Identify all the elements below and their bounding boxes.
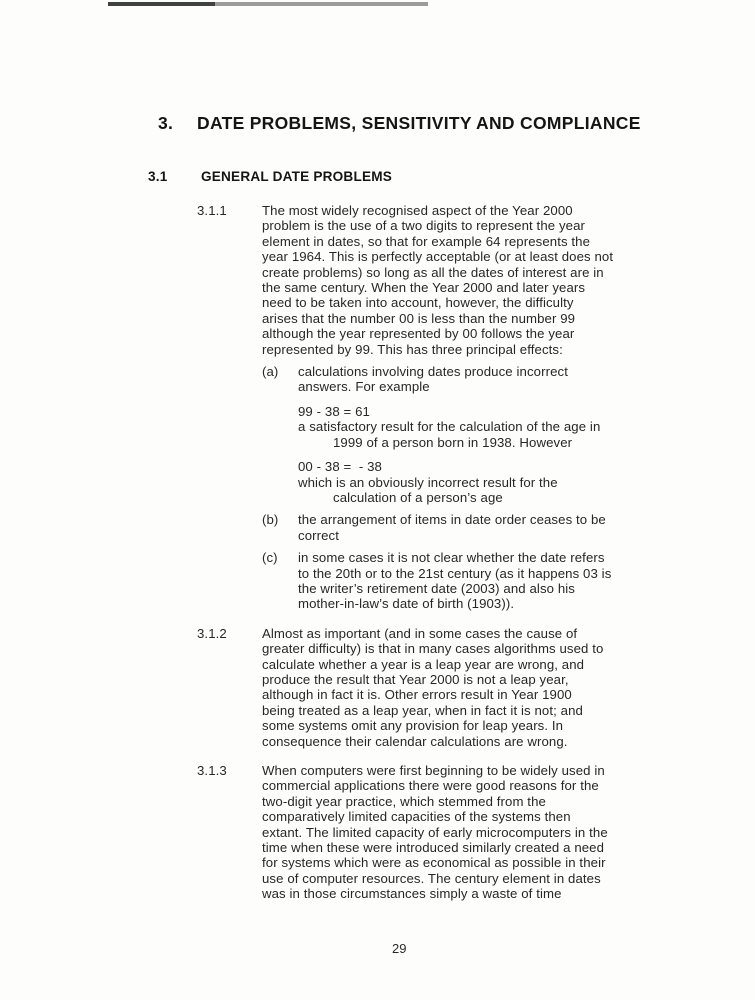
paragraph-3-1-2 bbox=[197, 626, 667, 749]
example-explanation-continuation: 1999 of a person born in 1938. However bbox=[333, 434, 573, 450]
list-marker-b: (b) bbox=[262, 512, 279, 528]
paragraph-3-1-3 bbox=[197, 763, 667, 902]
title-number: 3. bbox=[158, 113, 174, 133]
formula-line: 00 - 38 = - 38 bbox=[298, 459, 382, 475]
section-heading bbox=[148, 169, 392, 184]
paragraph-text: The most widely recognised aspect of the Year 2000 problem is the use of a two digits to represent the year element in dates, so that for example 64 represents the year 1964. This is perfectly acceptable (or at least does not create problems) so long as all the dates of interest are in the same century. When the Year 2000 and later years need to be taken into account, however, the difficulty arises that the number 00 is less than the number 99 although the year represented by 00 follows the year represented by 99. This has three principal effects: bbox=[262, 203, 614, 357]
example-calculation-1 bbox=[298, 404, 654, 450]
top-scan-bar-light-segment bbox=[215, 2, 428, 6]
title-text: DATE PROBLEMS, SENSITIVITY AND COMPLIANCE bbox=[197, 113, 641, 133]
paragraph-text: When computers were first beginning to be widely used in commercial applications there were good reasons for the two-digit year practice, which stemmed from the comparatively limited capacities of the systems then extant. The limited capacity of early microcomputers in the time when these were introduced similarly created a need for systems which were as economical as possible in their use of computer resources. The century element in dates was in those circumstances simply a waste of time bbox=[262, 763, 608, 902]
top-scan-bar bbox=[108, 2, 428, 6]
list-marker-a: (a) bbox=[262, 364, 279, 380]
paragraph-3-1-1 bbox=[197, 203, 667, 612]
document-body bbox=[197, 203, 667, 902]
top-scan-bar-dark-segment bbox=[108, 2, 215, 6]
example-explanation-line: a satisfactory result for the calculation of the age in bbox=[298, 419, 601, 435]
example-explanation-continuation: calculation of a person’s age bbox=[333, 489, 503, 505]
list-item-c bbox=[262, 550, 654, 612]
example-explanation-line: which is an obviously incorrect result for the bbox=[298, 474, 558, 490]
list-item-c-text: in some cases it is not clear whether the date refers to the 20th or to the 21st century (as it happens 03 is the writer’s retirement date (2003) and also his mother-in-law’s date of birth (1903)). bbox=[298, 550, 612, 612]
example-calculation-2 bbox=[298, 459, 654, 505]
paragraph-number: 3.1.3 bbox=[197, 763, 227, 778]
section-title: GENERAL DATE PROBLEMS bbox=[201, 169, 393, 184]
paragraph-number: 3.1.1 bbox=[197, 203, 227, 218]
document-title bbox=[158, 113, 641, 134]
list-marker-c: (c) bbox=[262, 550, 278, 566]
list-item-b bbox=[262, 512, 654, 543]
paragraph-body bbox=[262, 203, 654, 612]
paragraph-number: 3.1.2 bbox=[197, 625, 227, 641]
paragraph-text: Almost as important (and in some cases the cause of greater difficulty) is that in many cases algorithms used to calculate whether a year is a leap year are wrong, and produce the result that Year 2000 is not a leap year, although in fact it is. Other errors result in Year 1900 being treated as a leap year, when in fact it is not; and some systems omit any provision for leap years. In consequence their calendar calculations are wrong. bbox=[262, 625, 604, 749]
formula-line: 99 - 38 = 61 bbox=[298, 403, 370, 419]
list-item-b-text: the arrangement of items in date order ceases to be correct bbox=[298, 512, 606, 543]
page-number: 29 bbox=[392, 941, 407, 956]
list-item-a-body bbox=[298, 364, 654, 505]
section-number: 3.1 bbox=[148, 169, 168, 184]
list-item-a bbox=[262, 364, 654, 505]
list-item-a-text: calculations involving dates produce incorrect answers. For example bbox=[298, 364, 568, 395]
